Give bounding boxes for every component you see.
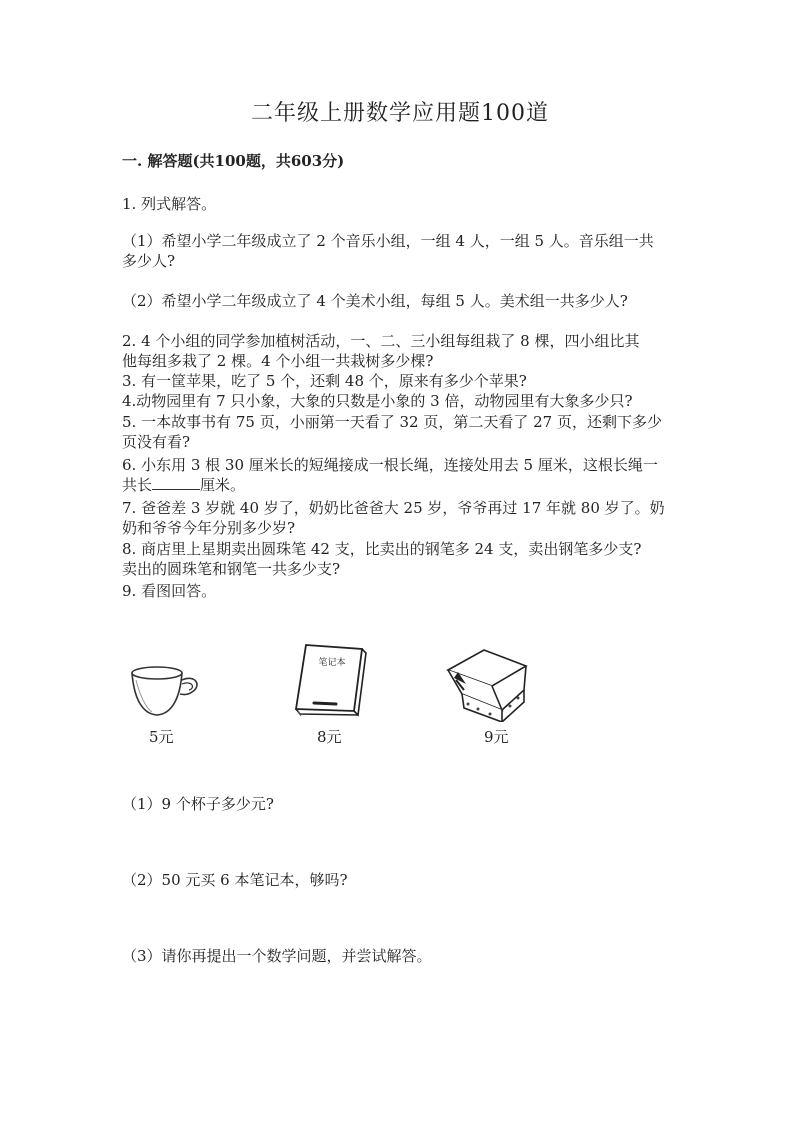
notebook-cover-text: 笔记本 <box>318 658 346 668</box>
question-9-part1: （1）9 个杯子多少元? <box>122 795 274 813</box>
question-7-line1: 7. 爸爸差 3 岁就 40 岁了，奶奶比爸爸大 25 岁，爷爷再过 17 年就 80 岁了。奶 <box>122 499 665 517</box>
question-6-prefix: 共长 <box>122 476 153 494</box>
pencil-box-icon <box>444 646 530 722</box>
question-6-line1: 6. 小东用 3 根 30 厘米长的短绳接成一根长绳，连接处用去 5 厘米，这根长绳一 <box>122 456 658 474</box>
question-4: 4.动物园里有 7 只小象，大象的只数是小象的 3 倍，动物园里有大象多少只? <box>122 392 633 410</box>
answer-blank[interactable] <box>152 475 200 490</box>
question-2-line2: 他每组多栽了 2 棵。4 个小组一共栽树多少棵? <box>122 352 434 370</box>
question-5-line2: 页没有看? <box>122 433 191 451</box>
question-1-part1-line2: 多少人? <box>122 252 176 270</box>
question-2-line1: 2. 4 个小组的同学参加植树活动，一、二、三小组每组栽了 8 棵，四小组比其 <box>122 332 640 350</box>
question-6-line2 <box>122 474 245 495</box>
question-5-line1: 5. 一本故事书有 75 页，小丽第一天看了 32 页，第二天看了 27 页，还剩下多少 <box>122 413 662 431</box>
question-8-line1: 8. 商店里上星期卖出圆珠笔 42 支，比卖出的钢笔多 24 支，卖出钢笔多少支? <box>122 540 642 558</box>
section-heading: 一. 解答题(共100题，共603分) <box>122 152 345 170</box>
question-3: 3. 有一筐苹果，吃了 5 个，还剩 48 个，原来有多少个苹果? <box>122 372 527 390</box>
question-1-part2: （2）希望小学二年级成立了 4 个美术小组，每组 5 人。美术组一共多少人? <box>122 292 628 310</box>
question-9-stem: 9. 看图回答。 <box>122 582 217 600</box>
pencil-box-price: 9元 <box>484 728 509 746</box>
notebook-price: 8元 <box>317 728 342 746</box>
question-1-part1-line1: （1）希望小学二年级成立了 2 个音乐小组，一组 4 人，一组 5 人。音乐组一共 <box>122 232 654 250</box>
cup-price: 5元 <box>149 728 174 746</box>
page-title: 二年级上册数学应用题100道 <box>251 101 549 126</box>
question-7-line2: 奶和爷爷今年分别多少岁? <box>122 519 296 537</box>
question-9-part3: （3）请你再提出一个数学问题，并尝试解答。 <box>122 947 432 965</box>
question-1-stem: 1. 列式解答。 <box>122 195 217 213</box>
question-6-suffix: 厘米。 <box>200 476 246 494</box>
question-8-line2: 卖出的圆珠笔和钢笔一共多少支? <box>122 560 341 578</box>
cup-icon <box>126 660 206 722</box>
notebook-icon <box>292 641 372 719</box>
question-9-part2: （2）50 元买 6 本笔记本，够吗? <box>122 871 348 889</box>
